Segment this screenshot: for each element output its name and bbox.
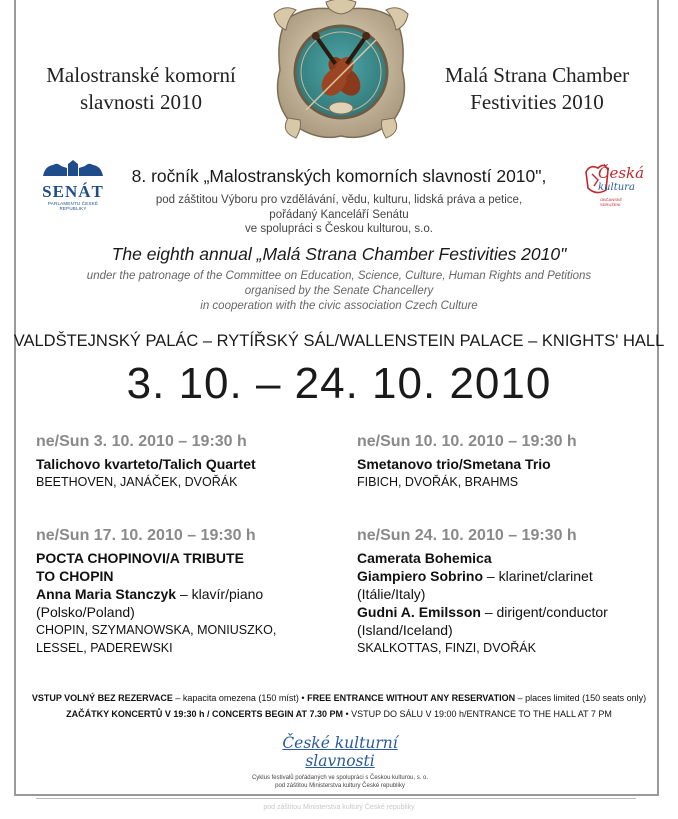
performer-origin: (Island/Iceland) — [357, 622, 453, 638]
concert-performer-1 — [357, 567, 657, 585]
concert-date: ne/Sun 3. 10. 2010 – 19:30 h — [36, 433, 247, 450]
concert-date: ne/Sun 24. 10. 2010 – 19:30 h — [357, 527, 577, 544]
concert-performer-2 — [357, 603, 657, 621]
ceska-kultura-tagline: OBČANSKÉ SDRUŽENÍ — [600, 197, 623, 207]
ceska-kultura-word2: kultura — [598, 182, 635, 193]
intro-cz-line1: pod záštitou Výboru pro vzdělávání, vědu, kulturu, lidská práva a petice, — [155, 194, 523, 206]
concert-performer — [36, 585, 336, 603]
csk-note-1: Cyklus festivalů pořádaných ve spolupráci s Českou kulturou, s. o. — [251, 775, 429, 781]
performer-role: – klarinet/clarinet — [483, 568, 593, 584]
ceske-kulturni-slavnosti-logo — [250, 734, 430, 790]
concert-2 — [357, 432, 657, 491]
senat-wordmark: SENÁT — [42, 182, 104, 201]
intro-cz-title: 8. ročník „Malostranských komorních slavností 2010", — [131, 166, 547, 186]
faint-footer-text: pod záštitou Ministerstva kultury České republiky — [263, 804, 415, 811]
csk-title: České kulturní slavnosti — [282, 734, 398, 770]
entrance-info: VSTUP VOLNÝ BEZ REZERVACE – kapacita omezena (150 míst) • FREE ENTRANCE WITHOUT ANY RESERVATION – places limited (150 seats only) — [31, 693, 647, 703]
concert-title-line2: TO CHOPIN — [36, 568, 114, 584]
concert-3 — [36, 526, 336, 657]
intro-en-title: The eighth annual „Malá Strana Chamber Festivities 2010" — [111, 244, 567, 264]
concert-composers: FIBICH, DVOŘÁK, BRAHMS — [357, 475, 519, 489]
intro-en-line2: organised by the Senate Chancellery — [244, 285, 434, 297]
performer-name: Giampiero Sobrino — [357, 568, 484, 584]
festival-title-cz: Malostranské komorní slavnosti 2010 — [46, 63, 236, 114]
intro-cz-line3: ve spolupráci s Českou kulturou, s.o. — [245, 223, 433, 235]
concert-title-line1: POCTA CHOPINOVI/A TRIBUTE — [36, 550, 244, 566]
concert-title: Talichovo kvarteto/Talich Quartet — [36, 456, 256, 472]
performer-name: Anna Maria Stanczyk — [36, 586, 177, 602]
performer-name: Gudni A. Emilsson — [357, 604, 481, 620]
festival-dates: 3. 10. – 24. 10. 2010 — [126, 359, 552, 408]
intro-en-line3: in cooperation with the civic association Czech Culture — [200, 300, 478, 312]
performer-origin: (Polsko/Poland) — [36, 604, 135, 620]
concert-4 — [357, 526, 657, 657]
concert-date: ne/Sun 17. 10. 2010 – 19:30 h — [36, 527, 256, 544]
concert-composers-line2: LESSEL, PADEREWSKI — [36, 641, 173, 655]
senat-subtitle: PARLAMENTU ČESKÉ REPUBLIKY — [47, 201, 99, 211]
concert-title: Smetanovo trio/Smetana Trio — [357, 456, 551, 472]
venue-heading: VALDŠTEJNSKÝ PALÁC – RYTÍŘSKÝ SÁL/WALLENSTEIN PALACE – KNIGHTS' HALL — [13, 332, 665, 350]
performer-role: – klavír/piano — [176, 586, 264, 602]
intro-cz-line2: pořádaný Kanceláří Senátu — [269, 209, 409, 221]
performer-role: – dirigent/conductor — [480, 604, 608, 620]
concert-1 — [36, 432, 336, 491]
intro-en-line1: under the patronage of the Committee on Education, Science, Culture, Human Rights and Petitions — [86, 270, 592, 282]
concert-title: Camerata Bohemica — [357, 550, 492, 566]
performer-origin: (Itálie/Italy) — [357, 586, 426, 602]
concert-composers-line1: CHOPIN, SZYMANOWSKA, MONIUSZKO, — [36, 623, 277, 637]
concert-composers: SKALKOTTAS, FINZI, DVOŘÁK — [357, 641, 536, 655]
concert-date: ne/Sun 10. 10. 2010 – 19:30 h — [357, 433, 577, 450]
festival-title-en: Malá Strana Chamber Festivities 2010 — [444, 63, 630, 114]
concert-composers: BEETHOVEN, JANÁČEK, DVOŘÁK — [36, 475, 238, 489]
concert-time-info: ZAČÁTKY KONCERTŮ V 19:30 h / CONCERTS BEGIN AT 7.30 PM • VSTUP DO SÁLU V 19:00 h/ENTRANCE TO THE HALL AT 7 PM — [66, 709, 612, 719]
ceska-kultura-word1: Česká — [598, 164, 645, 182]
csk-note-2: pod záštitou Ministerstva kultury České republiky — [275, 783, 405, 789]
bottom-rule — [36, 798, 636, 799]
baroque-violin-emblem — [266, 0, 416, 142]
